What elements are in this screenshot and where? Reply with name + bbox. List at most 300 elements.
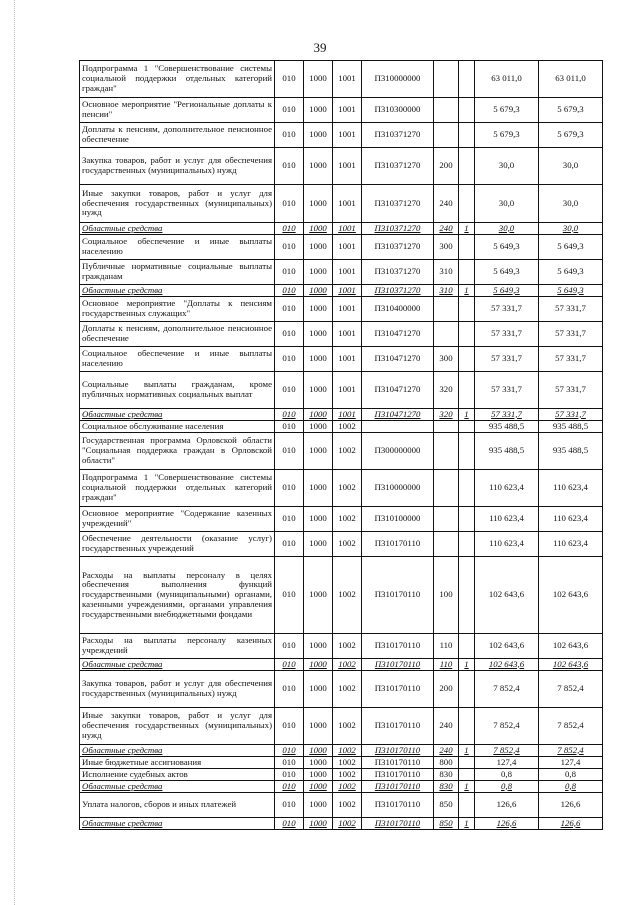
cell-ministry-code: 010 (275, 433, 304, 470)
cell-item-name: Государственная программа Орловской области "Социальная поддержка граждан в Орловской области" (80, 433, 275, 470)
cell-fund-source: 1 (459, 409, 475, 421)
cell-subsection-code: 1001 (333, 148, 362, 185)
cell-amount-year-1: 110 623,4 (475, 507, 539, 532)
table-row-regional-funds (80, 285, 603, 297)
cell-expense-type: 310 (434, 285, 459, 297)
cell-section-code: 1000 (304, 507, 333, 532)
budget-table-body (80, 61, 603, 830)
cell-expense-type: 110 (434, 659, 459, 671)
cell-ministry-code: 010 (275, 98, 304, 123)
cell-fund-source (459, 671, 475, 708)
cell-amount-year-1: 102 643,6 (475, 557, 539, 634)
cell-section-code: 1000 (304, 98, 333, 123)
cell-target-article: П310400000 (362, 297, 434, 322)
cell-fund-source: 1 (459, 659, 475, 671)
table-row (80, 185, 603, 223)
cell-ministry-code: 010 (275, 223, 304, 235)
cell-section-code: 1000 (304, 557, 333, 634)
cell-subsection-code: 1001 (333, 98, 362, 123)
cell-subsection-code: 1001 (333, 235, 362, 260)
cell-fund-source (459, 185, 475, 223)
cell-item-name: Основное мероприятие "Содержание казенных учреждений" (80, 507, 275, 532)
cell-amount-year-2: 110 623,4 (539, 507, 603, 532)
table-row (80, 297, 603, 322)
cell-fund-source: 1 (459, 745, 475, 757)
cell-section-code: 1000 (304, 297, 333, 322)
cell-expense-type (434, 532, 459, 557)
cell-subsection-code: 1001 (333, 285, 362, 297)
cell-fund-source (459, 148, 475, 185)
cell-section-code: 1000 (304, 793, 333, 818)
cell-amount-year-1: 5 649,3 (475, 235, 539, 260)
cell-ministry-code: 010 (275, 745, 304, 757)
cell-item-name: Областные средства (80, 745, 275, 757)
cell-item-name: Подпрограмма 1 "Совершенствование системы социальной поддержки отдельных категорий граждан" (80, 61, 275, 98)
cell-section-code: 1000 (304, 185, 333, 223)
cell-amount-year-1: 7 852,4 (475, 708, 539, 745)
cell-section-code: 1000 (304, 671, 333, 708)
table-row (80, 532, 603, 557)
cell-amount-year-2: 127,4 (539, 757, 603, 769)
cell-fund-source (459, 433, 475, 470)
cell-fund-source (459, 769, 475, 781)
cell-ministry-code: 010 (275, 818, 304, 830)
cell-subsection-code: 1002 (333, 781, 362, 793)
cell-amount-year-2: 5 649,3 (539, 235, 603, 260)
cell-subsection-code: 1001 (333, 123, 362, 148)
cell-ministry-code: 010 (275, 421, 304, 433)
table-row-regional-funds (80, 818, 603, 830)
table-row-regional-funds (80, 745, 603, 757)
table-row (80, 260, 603, 285)
cell-target-article: П310000000 (362, 61, 434, 98)
cell-amount-year-2: 5 679,3 (539, 98, 603, 123)
cell-ministry-code: 010 (275, 659, 304, 671)
cell-ministry-code: 010 (275, 297, 304, 322)
cell-amount-year-1: 63 011,0 (475, 61, 539, 98)
cell-target-article: П310371270 (362, 223, 434, 235)
cell-section-code: 1000 (304, 235, 333, 260)
cell-amount-year-2: 57 331,7 (539, 372, 603, 409)
cell-amount-year-2: 5 649,3 (539, 260, 603, 285)
cell-amount-year-1: 57 331,7 (475, 297, 539, 322)
table-row (80, 557, 603, 634)
cell-target-article: П310471270 (362, 347, 434, 372)
cell-item-name: Подпрограмма 1 "Совершенствование системы социальной поддержки отдельных категорий граждан" (80, 470, 275, 507)
table-row (80, 708, 603, 745)
cell-expense-type: 300 (434, 347, 459, 372)
cell-amount-year-2: 935 488,5 (539, 433, 603, 470)
cell-expense-type: 310 (434, 260, 459, 285)
cell-subsection-code: 1001 (333, 297, 362, 322)
cell-section-code: 1000 (304, 433, 333, 470)
cell-subsection-code: 1002 (333, 708, 362, 745)
cell-section-code: 1000 (304, 347, 333, 372)
table-row (80, 148, 603, 185)
cell-ministry-code: 010 (275, 757, 304, 769)
cell-amount-year-1: 0,8 (475, 769, 539, 781)
cell-subsection-code: 1002 (333, 671, 362, 708)
cell-amount-year-1: 126,6 (475, 818, 539, 830)
cell-amount-year-1: 30,0 (475, 223, 539, 235)
cell-section-code: 1000 (304, 61, 333, 98)
table-row-regional-funds (80, 781, 603, 793)
cell-item-name: Доплаты к пенсиям, дополнительное пенсионное обеспечение (80, 322, 275, 347)
cell-fund-source (459, 421, 475, 433)
cell-section-code: 1000 (304, 470, 333, 507)
cell-item-name: Областные средства (80, 781, 275, 793)
cell-fund-source (459, 634, 475, 659)
cell-subsection-code: 1002 (333, 470, 362, 507)
cell-subsection-code: 1002 (333, 769, 362, 781)
budget-table (79, 60, 603, 830)
cell-amount-year-1: 935 488,5 (475, 433, 539, 470)
cell-amount-year-2: 110 623,4 (539, 532, 603, 557)
table-row (80, 123, 603, 148)
cell-amount-year-2: 102 643,6 (539, 659, 603, 671)
cell-amount-year-1: 5 679,3 (475, 98, 539, 123)
cell-amount-year-2: 102 643,6 (539, 634, 603, 659)
cell-item-name: Областные средства (80, 818, 275, 830)
table-row (80, 769, 603, 781)
cell-amount-year-1: 126,6 (475, 793, 539, 818)
cell-section-code: 1000 (304, 757, 333, 769)
cell-section-code: 1000 (304, 708, 333, 745)
cell-expense-type (434, 421, 459, 433)
cell-fund-source (459, 235, 475, 260)
table-row (80, 470, 603, 507)
cell-expense-type: 200 (434, 148, 459, 185)
cell-ministry-code: 010 (275, 347, 304, 372)
cell-amount-year-2: 30,0 (539, 223, 603, 235)
cell-ministry-code: 010 (275, 708, 304, 745)
cell-target-article: П310471270 (362, 372, 434, 409)
cell-item-name: Расходы на выплаты персоналу казенных учреждений (80, 634, 275, 659)
table-row (80, 322, 603, 347)
cell-subsection-code: 1001 (333, 61, 362, 98)
cell-section-code: 1000 (304, 372, 333, 409)
cell-subsection-code: 1002 (333, 659, 362, 671)
cell-expense-type: 240 (434, 223, 459, 235)
table-row-regional-funds (80, 409, 603, 421)
cell-item-name: Социальное обеспечение и иные выплаты населению (80, 347, 275, 372)
cell-fund-source (459, 98, 475, 123)
table-row (80, 421, 603, 433)
cell-subsection-code: 1001 (333, 322, 362, 347)
cell-target-article: П310100000 (362, 507, 434, 532)
cell-item-name: Иные закупки товаров, работ и услуг для обеспечения государственных (муниципальных) нужд (80, 708, 275, 745)
cell-target-article: П310371270 (362, 235, 434, 260)
cell-expense-type: 240 (434, 185, 459, 223)
cell-item-name: Публичные нормативные социальные выплаты гражданам (80, 260, 275, 285)
cell-ministry-code: 010 (275, 557, 304, 634)
cell-amount-year-2: 63 011,0 (539, 61, 603, 98)
cell-fund-source (459, 322, 475, 347)
cell-target-article: П310170110 (362, 557, 434, 634)
cell-item-name: Иные бюджетные ассигнования (80, 757, 275, 769)
cell-section-code: 1000 (304, 421, 333, 433)
cell-section-code: 1000 (304, 123, 333, 148)
cell-section-code: 1000 (304, 634, 333, 659)
cell-amount-year-1: 935 488,5 (475, 421, 539, 433)
cell-subsection-code: 1002 (333, 433, 362, 470)
cell-subsection-code: 1002 (333, 757, 362, 769)
cell-ministry-code: 010 (275, 532, 304, 557)
cell-target-article (362, 421, 434, 433)
cell-fund-source (459, 123, 475, 148)
cell-amount-year-1: 110 623,4 (475, 470, 539, 507)
cell-expense-type: 830 (434, 769, 459, 781)
cell-expense-type: 320 (434, 409, 459, 421)
cell-section-code: 1000 (304, 148, 333, 185)
cell-item-name: Исполнение судебных актов (80, 769, 275, 781)
cell-subsection-code: 1002 (333, 507, 362, 532)
cell-target-article: П310170110 (362, 532, 434, 557)
cell-expense-type: 830 (434, 781, 459, 793)
table-row (80, 793, 603, 818)
cell-amount-year-2: 57 331,7 (539, 297, 603, 322)
cell-amount-year-1: 5 649,3 (475, 260, 539, 285)
cell-item-name: Расходы на выплаты персоналу в целях обеспечения выполнения функций государственными (муниципальными) органами, казенными учреждениями, органами управления государственными внебюджетными фондами (80, 557, 275, 634)
cell-item-name: Областные средства (80, 659, 275, 671)
cell-fund-source (459, 708, 475, 745)
cell-amount-year-1: 110 623,4 (475, 532, 539, 557)
cell-item-name: Доплаты к пенсиям, дополнительное пенсионное обеспечение (80, 123, 275, 148)
cell-item-name: Областные средства (80, 409, 275, 421)
cell-ministry-code: 010 (275, 793, 304, 818)
cell-expense-type: 850 (434, 818, 459, 830)
cell-amount-year-1: 102 643,6 (475, 634, 539, 659)
cell-amount-year-2: 0,8 (539, 781, 603, 793)
cell-section-code: 1000 (304, 532, 333, 557)
cell-subsection-code: 1001 (333, 347, 362, 372)
cell-ministry-code: 010 (275, 235, 304, 260)
cell-item-name: Областные средства (80, 285, 275, 297)
cell-subsection-code: 1001 (333, 223, 362, 235)
cell-section-code: 1000 (304, 659, 333, 671)
table-row-regional-funds (80, 659, 603, 671)
cell-amount-year-2: 935 488,5 (539, 421, 603, 433)
cell-amount-year-1: 30,0 (475, 185, 539, 223)
cell-ministry-code: 010 (275, 769, 304, 781)
cell-item-name: Закупка товаров, работ и услуг для обеспечения государственных (муниципальных) нужд (80, 671, 275, 708)
cell-target-article: П310170110 (362, 781, 434, 793)
cell-section-code: 1000 (304, 745, 333, 757)
cell-amount-year-1: 102 643,6 (475, 659, 539, 671)
table-row (80, 433, 603, 470)
cell-amount-year-2: 126,6 (539, 793, 603, 818)
cell-ministry-code: 010 (275, 781, 304, 793)
cell-amount-year-2: 102 643,6 (539, 557, 603, 634)
cell-fund-source (459, 297, 475, 322)
cell-target-article: П310300000 (362, 98, 434, 123)
cell-target-article: П310170110 (362, 671, 434, 708)
cell-ministry-code: 010 (275, 470, 304, 507)
cell-subsection-code: 1002 (333, 818, 362, 830)
cell-expense-type (434, 433, 459, 470)
table-row (80, 757, 603, 769)
cell-ministry-code: 010 (275, 148, 304, 185)
cell-target-article: П310471270 (362, 322, 434, 347)
table-row-regional-funds (80, 223, 603, 235)
cell-amount-year-2: 57 331,7 (539, 409, 603, 421)
cell-ministry-code: 010 (275, 61, 304, 98)
table-row (80, 507, 603, 532)
cell-expense-type: 100 (434, 557, 459, 634)
cell-section-code: 1000 (304, 285, 333, 297)
cell-subsection-code: 1001 (333, 260, 362, 285)
cell-amount-year-2: 5 649,3 (539, 285, 603, 297)
cell-ministry-code: 010 (275, 671, 304, 708)
cell-target-article: П310170110 (362, 793, 434, 818)
cell-section-code: 1000 (304, 781, 333, 793)
cell-expense-type (434, 322, 459, 347)
cell-expense-type: 850 (434, 793, 459, 818)
cell-section-code: 1000 (304, 818, 333, 830)
cell-item-name: Основное мероприятие "Доплаты к пенсиям государственных служащих" (80, 297, 275, 322)
cell-item-name: Областные средства (80, 223, 275, 235)
cell-expense-type: 800 (434, 757, 459, 769)
cell-ministry-code: 010 (275, 123, 304, 148)
cell-item-name: Иные закупки товаров, работ и услуг для обеспечения государственных (муниципальных) нужд (80, 185, 275, 223)
cell-fund-source (459, 793, 475, 818)
cell-expense-type (434, 98, 459, 123)
cell-section-code: 1000 (304, 223, 333, 235)
cell-ministry-code: 010 (275, 634, 304, 659)
cell-expense-type: 240 (434, 745, 459, 757)
cell-amount-year-2: 30,0 (539, 185, 603, 223)
cell-target-article: П310170110 (362, 818, 434, 830)
cell-amount-year-2: 126,6 (539, 818, 603, 830)
cell-ministry-code: 010 (275, 285, 304, 297)
cell-target-article: П310170110 (362, 757, 434, 769)
cell-ministry-code: 010 (275, 185, 304, 223)
cell-amount-year-1: 57 331,7 (475, 409, 539, 421)
cell-target-article: П310371270 (362, 185, 434, 223)
cell-amount-year-2: 7 852,4 (539, 671, 603, 708)
cell-amount-year-1: 7 852,4 (475, 745, 539, 757)
cell-target-article: П310000000 (362, 470, 434, 507)
cell-subsection-code: 1002 (333, 421, 362, 433)
cell-expense-type (434, 507, 459, 532)
cell-ministry-code: 010 (275, 507, 304, 532)
cell-section-code: 1000 (304, 409, 333, 421)
table-row (80, 372, 603, 409)
cell-expense-type: 240 (434, 708, 459, 745)
cell-amount-year-1: 57 331,7 (475, 372, 539, 409)
cell-target-article: П310170110 (362, 634, 434, 659)
cell-target-article: П310371270 (362, 285, 434, 297)
cell-fund-source: 1 (459, 781, 475, 793)
cell-amount-year-1: 30,0 (475, 148, 539, 185)
cell-target-article: П310371270 (362, 123, 434, 148)
cell-amount-year-2: 30,0 (539, 148, 603, 185)
cell-subsection-code: 1001 (333, 372, 362, 409)
cell-item-name: Социальное обслуживание населения (80, 421, 275, 433)
cell-section-code: 1000 (304, 769, 333, 781)
cell-subsection-code: 1002 (333, 557, 362, 634)
cell-target-article: П310471270 (362, 409, 434, 421)
cell-target-article: П310170110 (362, 659, 434, 671)
cell-amount-year-2: 110 623,4 (539, 470, 603, 507)
table-row (80, 98, 603, 123)
cell-amount-year-1: 57 331,7 (475, 322, 539, 347)
cell-expense-type: 320 (434, 372, 459, 409)
cell-ministry-code: 010 (275, 260, 304, 285)
cell-item-name: Закупка товаров, работ и услуг для обеспечения государственных (муниципальных) нужд (80, 148, 275, 185)
cell-fund-source: 1 (459, 818, 475, 830)
cell-subsection-code: 1001 (333, 409, 362, 421)
cell-expense-type (434, 61, 459, 98)
cell-ministry-code: 010 (275, 322, 304, 347)
cell-target-article: П310170110 (362, 769, 434, 781)
cell-target-article: П310170110 (362, 708, 434, 745)
cell-amount-year-1: 127,4 (475, 757, 539, 769)
cell-amount-year-1: 0,8 (475, 781, 539, 793)
cell-amount-year-1: 57 331,7 (475, 347, 539, 372)
cell-fund-source (459, 507, 475, 532)
cell-fund-source (459, 557, 475, 634)
cell-fund-source: 1 (459, 223, 475, 235)
cell-target-article: П300000000 (362, 433, 434, 470)
cell-item-name: Основное мероприятие "Региональные доплаты к пенсии" (80, 98, 275, 123)
cell-expense-type (434, 297, 459, 322)
cell-subsection-code: 1002 (333, 745, 362, 757)
cell-amount-year-2: 5 679,3 (539, 123, 603, 148)
cell-amount-year-2: 7 852,4 (539, 708, 603, 745)
cell-expense-type (434, 123, 459, 148)
scan-margin-marks (0, 0, 15, 905)
cell-amount-year-2: 0,8 (539, 769, 603, 781)
cell-fund-source: 1 (459, 285, 475, 297)
table-row (80, 671, 603, 708)
cell-item-name: Социальные выплаты гражданам, кроме публичных нормативных социальных выплат (80, 372, 275, 409)
cell-fund-source (459, 347, 475, 372)
cell-target-article: П310371270 (362, 260, 434, 285)
table-row (80, 235, 603, 260)
cell-section-code: 1000 (304, 260, 333, 285)
cell-amount-year-1: 5 679,3 (475, 123, 539, 148)
cell-item-name: Социальное обеспечение и иные выплаты населению (80, 235, 275, 260)
cell-amount-year-1: 7 852,4 (475, 671, 539, 708)
cell-fund-source (459, 260, 475, 285)
cell-section-code: 1000 (304, 322, 333, 347)
cell-expense-type: 200 (434, 671, 459, 708)
cell-amount-year-2: 57 331,7 (539, 322, 603, 347)
cell-fund-source (459, 532, 475, 557)
cell-fund-source (459, 61, 475, 98)
table-row (80, 61, 603, 98)
cell-amount-year-2: 57 331,7 (539, 347, 603, 372)
cell-expense-type: 300 (434, 235, 459, 260)
cell-item-name: Обеспечение деятельности (оказание услуг) государственных учреждений (80, 532, 275, 557)
cell-subsection-code: 1002 (333, 634, 362, 659)
cell-ministry-code: 010 (275, 409, 304, 421)
page-number: 39 (313, 40, 327, 55)
cell-subsection-code: 1002 (333, 793, 362, 818)
cell-expense-type: 110 (434, 634, 459, 659)
cell-target-article: П310170110 (362, 745, 434, 757)
cell-target-article: П310371270 (362, 148, 434, 185)
cell-subsection-code: 1002 (333, 532, 362, 557)
cell-item-name: Уплата налогов, сборов и иных платежей (80, 793, 275, 818)
cell-amount-year-1: 5 649,3 (475, 285, 539, 297)
table-row (80, 347, 603, 372)
cell-ministry-code: 010 (275, 372, 304, 409)
cell-subsection-code: 1001 (333, 185, 362, 223)
cell-fund-source (459, 757, 475, 769)
table-row (80, 634, 603, 659)
